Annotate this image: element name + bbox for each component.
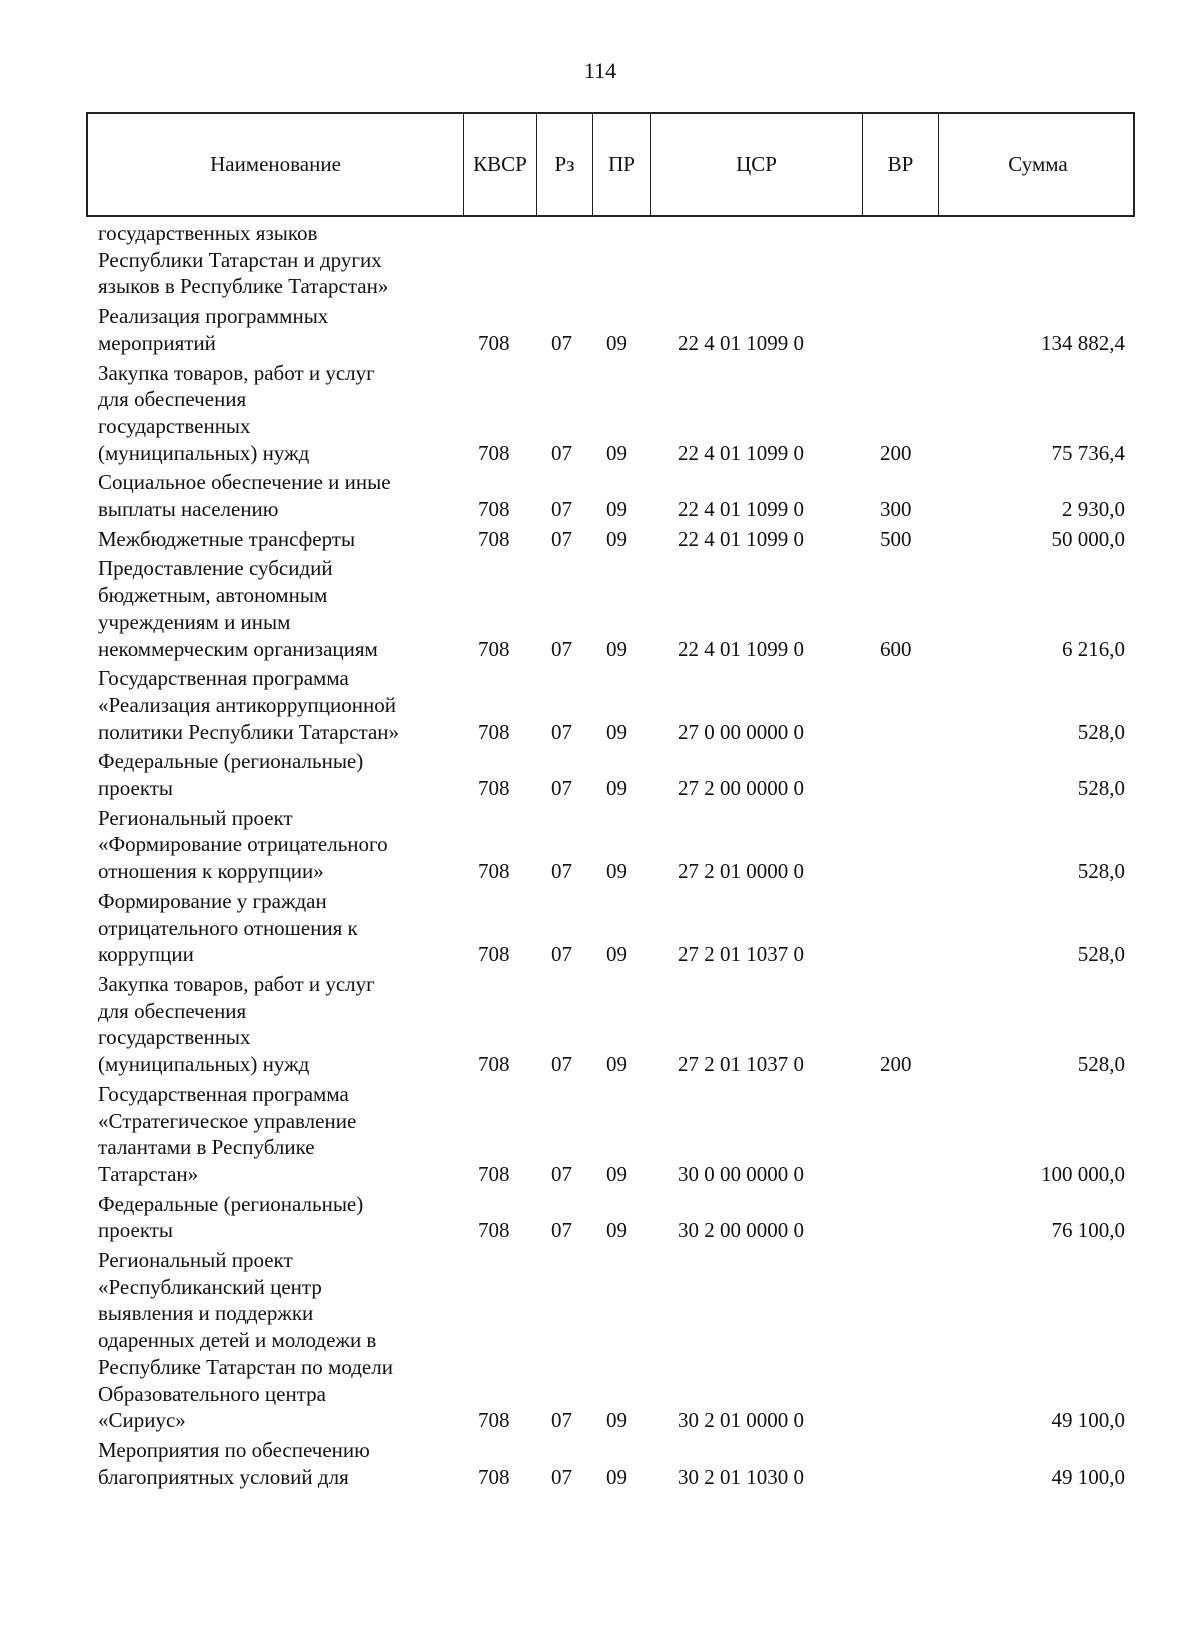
header-name: Наименование [210, 152, 341, 176]
row-kvsr: 708 [478, 1464, 510, 1489]
row-sum: 528,0 [1077, 776, 1125, 801]
row-name-line: коррупции [98, 942, 194, 967]
header-sum: Сумма [938, 114, 1137, 215]
row-name-line: (муниципальных) нужд [98, 440, 310, 465]
row-name-line: государственных [98, 1025, 251, 1050]
row-name-line: Федеральные (региональные) [98, 749, 364, 774]
row-name [86, 805, 461, 885]
row-csr: 30 2 01 1030 0 [678, 1464, 804, 1489]
row-sum: 528,0 [1077, 719, 1125, 744]
row-name-line: политики Республики Татарстан» [98, 719, 400, 744]
row-pr: 09 [606, 719, 627, 744]
row-name-line: «Республиканский центр [98, 1274, 322, 1299]
row-csr: 22 4 01 1099 0 [678, 636, 804, 661]
row-rz: 07 [551, 1052, 572, 1077]
row-name [86, 888, 461, 968]
row-rz: 07 [551, 1161, 572, 1186]
row-sum: 76 100,0 [1051, 1218, 1125, 1243]
row-sum: 49 100,0 [1051, 1408, 1125, 1433]
row-vr: 200 [880, 1052, 912, 1077]
row-name-line: «Реализация антикоррупционной [98, 692, 396, 717]
table-row [86, 968, 1135, 1078]
row-kvsr: 708 [478, 330, 510, 355]
row-name-line: выявления и поддержки [98, 1301, 314, 1326]
row-name-line: государственных [98, 413, 251, 438]
row-kvsr: 708 [478, 1052, 510, 1077]
table-row [86, 466, 1135, 522]
row-name-line: талантами в Республике [98, 1135, 315, 1160]
row-name-line: Региональный проект [98, 1248, 293, 1273]
table-row [86, 745, 1135, 801]
row-rz: 07 [551, 526, 572, 551]
row-name-line: «Стратегическое управление [98, 1108, 357, 1133]
row-csr: 27 2 01 1037 0 [678, 1052, 804, 1077]
row-name-line: Предоставление субсидий [98, 556, 333, 581]
table-row [86, 217, 1135, 300]
row-kvsr: 708 [478, 497, 510, 522]
row-name-line: отношения к коррупции» [98, 859, 324, 884]
row-rz: 07 [551, 1464, 572, 1489]
row-csr: 30 2 01 0000 0 [678, 1408, 804, 1433]
row-name-line: Межбюджетные трансферты [98, 526, 356, 551]
row-kvsr: 708 [478, 942, 510, 967]
row-pr: 09 [606, 1161, 627, 1186]
row-rz: 07 [551, 859, 572, 884]
row-name-line: Образовательного центра [98, 1381, 326, 1406]
table-row [86, 802, 1135, 885]
row-name-line: Закупка товаров, работ и услуг [98, 971, 375, 996]
row-csr: 22 4 01 1099 0 [678, 330, 804, 355]
row-vr: 600 [880, 636, 912, 661]
row-pr: 09 [606, 497, 627, 522]
row-name-line: одаренных детей и молодежи в [98, 1328, 377, 1353]
row-kvsr: 708 [478, 526, 510, 551]
row-name-line: для обеспечения [98, 998, 247, 1023]
row-kvsr: 708 [478, 440, 510, 465]
row-pr: 09 [606, 942, 627, 967]
table-row [86, 662, 1135, 745]
table-row [86, 300, 1135, 356]
row-name [86, 1247, 461, 1434]
row-kvsr: 708 [478, 636, 510, 661]
row-vr: 200 [880, 440, 912, 465]
row-name-line: (муниципальных) нужд [98, 1052, 310, 1077]
row-name [86, 1437, 461, 1490]
row-pr: 09 [606, 1408, 627, 1433]
budget-table [86, 112, 1135, 1490]
table-row [86, 1078, 1135, 1188]
row-name-line: Закупка товаров, работ и услуг [98, 360, 375, 385]
row-kvsr: 708 [478, 776, 510, 801]
row-pr: 09 [606, 859, 627, 884]
row-name [86, 220, 461, 300]
table-row [86, 885, 1135, 968]
row-sum: 528,0 [1077, 859, 1125, 884]
row-rz: 07 [551, 942, 572, 967]
row-kvsr: 708 [478, 1218, 510, 1243]
table-row [86, 523, 1135, 553]
row-name-line: проекты [98, 1218, 174, 1243]
header-rz: Рз [536, 114, 592, 215]
header-kvsr: КВСР [463, 114, 536, 215]
row-pr: 09 [606, 1218, 627, 1243]
table-row [86, 552, 1135, 662]
row-name-line: отрицательного отношения к [98, 915, 358, 940]
row-vr: 300 [880, 497, 912, 522]
row-rz: 07 [551, 1218, 572, 1243]
row-sum: 75 736,4 [1051, 440, 1125, 465]
row-name [86, 971, 461, 1078]
table-row [86, 357, 1135, 467]
row-name-line: «Формирование отрицательного [98, 832, 388, 857]
row-name-line: Государственная программа [98, 666, 349, 691]
row-sum: 2 930,0 [1062, 497, 1125, 522]
row-name [86, 555, 461, 662]
row-pr: 09 [606, 776, 627, 801]
header-pr: ПР [592, 114, 650, 215]
header-vr: ВР [862, 114, 938, 215]
row-name-line: Социальное обеспечение и иные [98, 470, 391, 495]
row-kvsr: 708 [478, 719, 510, 744]
row-name-line: Государственная программа [98, 1081, 349, 1106]
row-name-line: проекты [98, 776, 174, 801]
row-name [86, 526, 461, 553]
row-name-line: учреждениям и иным [98, 609, 291, 634]
row-name [86, 1191, 461, 1244]
row-rz: 07 [551, 440, 572, 465]
row-pr: 09 [606, 440, 627, 465]
row-name [86, 360, 461, 467]
row-rz: 07 [551, 776, 572, 801]
row-kvsr: 708 [478, 1161, 510, 1186]
table-row [86, 1188, 1135, 1244]
row-name [86, 1081, 461, 1188]
row-rz: 07 [551, 719, 572, 744]
row-name-line: Федеральные (региональные) [98, 1191, 364, 1216]
row-vr: 500 [880, 526, 912, 551]
row-sum: 49 100,0 [1051, 1464, 1125, 1489]
row-name-line: языков в Республике Татарстан» [98, 274, 389, 299]
row-name-line: Татарстан» [98, 1161, 199, 1186]
row-csr: 27 2 01 1037 0 [678, 942, 804, 967]
row-name-line: благоприятных условий для [98, 1464, 349, 1489]
row-name-line: Формирование у граждан [98, 888, 327, 913]
row-pr: 09 [606, 330, 627, 355]
row-name [86, 469, 461, 522]
row-name-line: Мероприятия по обеспечению [98, 1437, 370, 1462]
header-csr: ЦСР [650, 114, 862, 215]
row-name-line: Реализация программных [98, 304, 329, 329]
row-rz: 07 [551, 330, 572, 355]
row-csr: 22 4 01 1099 0 [678, 526, 804, 551]
row-name-line: некоммерческим организациям [98, 636, 378, 661]
row-sum: 134 882,4 [1041, 330, 1125, 355]
row-kvsr: 708 [478, 859, 510, 884]
table-body [86, 217, 1135, 1490]
table-row [86, 1434, 1135, 1490]
row-sum: 6 216,0 [1062, 636, 1125, 661]
row-name [86, 665, 461, 745]
row-pr: 09 [606, 636, 627, 661]
row-pr: 09 [606, 526, 627, 551]
row-name-line: для обеспечения [98, 387, 247, 412]
row-rz: 07 [551, 636, 572, 661]
row-rz: 07 [551, 497, 572, 522]
row-name-line: Республики Татарстан и других [98, 247, 382, 272]
row-csr: 22 4 01 1099 0 [678, 440, 804, 465]
row-csr: 27 0 00 0000 0 [678, 719, 804, 744]
table-row [86, 1244, 1135, 1434]
row-csr: 30 2 00 0000 0 [678, 1218, 804, 1243]
row-name-line: Республике Татарстан по модели [98, 1354, 393, 1379]
row-pr: 09 [606, 1464, 627, 1489]
row-sum: 528,0 [1077, 942, 1125, 967]
row-sum: 100 000,0 [1041, 1161, 1125, 1186]
page-number: 114 [583, 58, 617, 83]
row-kvsr: 708 [478, 1408, 510, 1433]
row-name [86, 748, 461, 801]
row-rz: 07 [551, 1408, 572, 1433]
row-name [86, 303, 461, 356]
row-name-line: «Сириус» [98, 1408, 186, 1433]
row-pr: 09 [606, 1052, 627, 1077]
row-name-line: выплаты населению [98, 497, 279, 522]
row-csr: 30 0 00 0000 0 [678, 1161, 804, 1186]
table-header [86, 112, 1135, 217]
row-name-line: бюджетным, автономным [98, 583, 328, 608]
row-csr: 27 2 00 0000 0 [678, 776, 804, 801]
row-name-line: Региональный проект [98, 805, 293, 830]
row-name-line: мероприятий [98, 330, 216, 355]
row-sum: 50 000,0 [1051, 526, 1125, 551]
row-sum: 528,0 [1077, 1052, 1125, 1077]
row-csr: 27 2 01 0000 0 [678, 859, 804, 884]
row-csr: 22 4 01 1099 0 [678, 497, 804, 522]
row-name-line: государственных языков [98, 221, 318, 245]
